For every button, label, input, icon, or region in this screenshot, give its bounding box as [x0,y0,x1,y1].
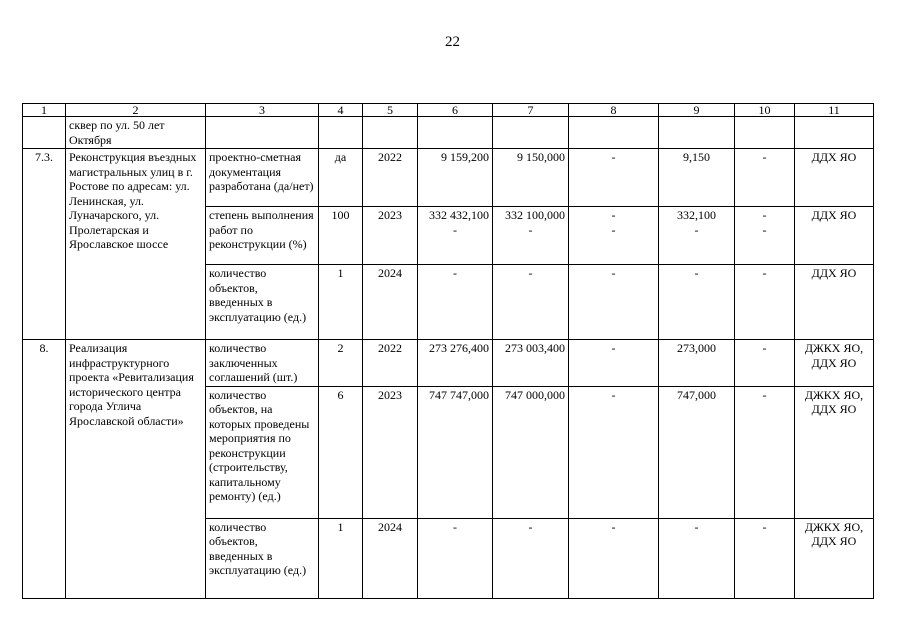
column-number: 8 [569,104,659,117]
amount-cell: - [418,265,493,340]
executor-cell: ДДХ ЯО [795,207,874,265]
amount-cell: 332 432,100 - [418,207,493,265]
executor-cell: ДЖКХ ЯО, ДДХ ЯО [795,340,874,387]
column-number: 1 [23,104,66,117]
amount-cell: 9 150,000 [493,149,569,207]
amount-cell: - [569,265,659,340]
amount-cell: - [735,340,795,387]
column-number: 10 [735,104,795,117]
column-number: 7 [493,104,569,117]
page-number: 22 [445,34,460,50]
column-number: 3 [206,104,319,117]
indicator-cell: количество объектов, введенных в эксплуатацию (ед.) [206,518,319,598]
year-cell: 2024 [363,518,418,598]
executor-cell: ДЖКХ ЯО, ДДХ ЯО [795,518,874,598]
amount-cell: - [735,265,795,340]
amount-cell: - [659,518,735,598]
value-cell: 6 [319,386,363,518]
item-number: 7.3. [23,149,66,340]
executor-cell: ДДХ ЯО [795,265,874,340]
measure-name: Реализация инфраструктурного проекта «Ревитализация исторического центра города Углича Ярославской области» [66,340,206,599]
column-number: 2 [66,104,206,117]
amount-cell: - [418,518,493,598]
column-number: 5 [363,104,418,117]
amount-cell: 332,100 - [659,207,735,265]
amount-cell: - [659,265,735,340]
value-cell: 1 [319,518,363,598]
amount-cell: - [569,386,659,518]
column-number: 11 [795,104,874,117]
amount-cell: - - [569,207,659,265]
executor-cell: ДДХ ЯО [795,149,874,207]
year-cell: 2022 [363,149,418,207]
value-cell: да [319,149,363,207]
amount-cell: - [569,340,659,387]
year-cell: 2023 [363,207,418,265]
continuation-row [23,117,874,149]
amount-cell: - [493,265,569,340]
indicator-cell: степень выполнения работ по реконструкции (%) [206,207,319,265]
amount-cell: - [735,518,795,598]
amount-cell: 273,000 [659,340,735,387]
amount-cell: 747 747,000 [418,386,493,518]
year-cell: 2024 [363,265,418,340]
amount-cell: 747,000 [659,386,735,518]
indicator-cell: количество заключенных соглашений (шт.) [206,340,319,387]
amount-cell: 9 159,200 [418,149,493,207]
table-header-row [23,104,874,117]
column-number: 9 [659,104,735,117]
value-cell: 100 [319,207,363,265]
indicator-cell: проектно-сметная документация разработана (да/нет) [206,149,319,207]
indicator-cell: количество объектов, на которых проведены мероприятия по реконструкции (строительству, капитальному ремонту) (ед.) [206,386,319,518]
amount-cell: - [493,518,569,598]
measure-name: Реконструкция въездных магистральных улиц в г. Ростове по адресам: ул. Ленинская, ул. Луначарского, ул. Пролетарская и Ярославское шоссе [66,149,206,340]
amount-cell: - [735,386,795,518]
amount-cell: - [735,149,795,207]
column-number: 4 [319,104,363,117]
amount-cell: - [569,149,659,207]
value-cell: 1 [319,265,363,340]
year-cell: 2023 [363,386,418,518]
table-row [23,340,874,387]
amount-cell: - - [735,207,795,265]
amount-cell: 332 100,000 - [493,207,569,265]
measure-name: сквер по ул. 50 лет Октября [66,117,206,149]
amount-cell: 747 000,000 [493,386,569,518]
item-number: 8. [23,340,66,599]
table-row [23,149,874,207]
amount-cell: 9,150 [659,149,735,207]
column-number: 6 [418,104,493,117]
amount-cell: 273 276,400 [418,340,493,387]
year-cell: 2022 [363,340,418,387]
executor-cell: ДЖКХ ЯО, ДДХ ЯО [795,386,874,518]
value-cell: 2 [319,340,363,387]
amount-cell: 273 003,400 [493,340,569,387]
program-table [22,103,874,599]
indicator-cell: количество объектов, введенных в эксплуатацию (ед.) [206,265,319,340]
amount-cell: - [569,518,659,598]
